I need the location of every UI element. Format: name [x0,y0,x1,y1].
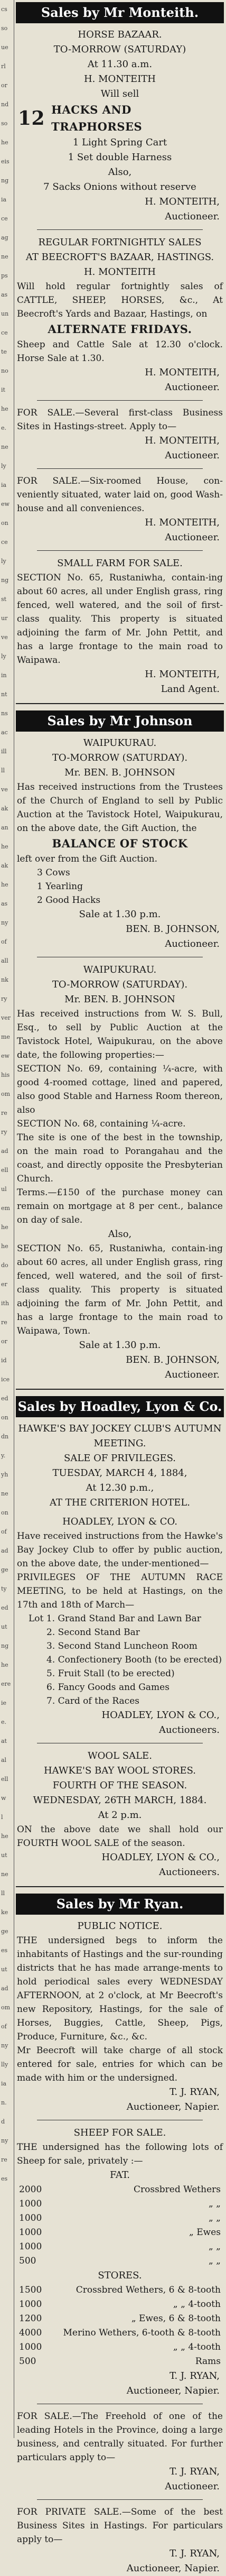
ad-title: REGULAR FORTNIGHTLY SALES [38,237,202,248]
sheep-row [16,2283,224,2297]
left-column-fragment: er [1,1281,7,1288]
ad-section-65: SECTION No. 65, Rustaniwha, contain-ing about 60 acres, all under English grass, ring fenced, well watered, and the soil of first-class quality. This property is situated adjoining the farm of Mr. John Pettit, and has a large frontage to the main road to Waipawa, Town. [17,1243,223,1336]
left-column-fragment: ew [1,1052,10,1059]
ad-terms: Terms.—£150 of the purchase money can remain on mortgage at 8 per cent., balance on day of sale. [17,1187,223,1225]
left-column-fragment: ed [1,1604,8,1611]
ad-item: 1 Set double Harness [68,152,172,163]
ad-lot: 6. Fancy Goods and Games [46,1682,170,1693]
ad-body: Has received instructions from the Trustees of the Church of England to sell by Public Auction at the Tavistock Hotel, Waipukurau, on the above date, the Gift Auction, the [17,782,223,834]
ad-item: Also, [108,167,132,178]
ad-signature-title: Auctioneer. [165,532,220,543]
sheep-row [16,2340,224,2355]
section-banner-monteith: Sales by Mr Monteith. [16,2,224,23]
sheep-count: 1000 [19,2299,42,2310]
left-column-fragment: l [1,1814,3,1821]
ad-body: left over from the Gift Auction. [17,854,158,864]
left-column-fragment: y. [1,1452,6,1459]
ad-time: Sale at 1.30 p.m. [79,1340,161,1351]
section-divider [16,1886,224,1887]
left-column-fragment: it [1,386,5,393]
left-column-fragment: ia [1,196,7,203]
sheep-description: „ „ [208,2199,221,2209]
left-column-fragment: nd [1,101,9,108]
left-column-fragment: al [1,1757,7,1764]
left-column-fragment: es [1,1947,8,1954]
ad-date: TO-MORROW (SATURDAY). [52,752,188,763]
left-column-fragment: ty [1,1585,7,1592]
sheep-description: „ „ 4-tooth [173,2342,221,2352]
left-column-fragment: ie [1,1700,7,1706]
left-column-fragment: ge [1,1928,8,1935]
ad-lot: 7. Card of the Races [46,1696,139,1706]
left-column-fragment: ly [1,463,6,469]
left-column-fragment: he [1,1224,8,1231]
ad-body: FOR SALE.—The Freehold of one of the leading Hotels in the Province, doing a large business, and centrally situated. For further particulars apply to— [17,2411,223,2463]
left-column-fragment: ia [1,2080,7,2087]
ad-time: Sale at 1.30 p.m. [79,909,161,920]
ad-six-roomed-house [16,474,224,545]
ad-signature-title: Auctioneer, Napier. [126,2101,220,2112]
ad-signature-title: Auctioneers. [159,1724,220,1735]
left-column-fragment: ny [1,2042,8,2049]
ad-signature-title: Auctioneer. [165,382,220,393]
ad-wool-sale [16,1749,224,1880]
ad-waipukurau-properties [16,963,224,1382]
ad-title: WOOL SALE. [88,1750,152,1761]
section-banner-ryan: Sales by Mr Ryan. [16,1894,224,1915]
ad-small-farm [16,556,224,697]
sheep-row [16,2297,224,2312]
ad-lot: 5. Fruit Stall (to be erected) [46,1668,175,1679]
left-column-fragment: ve [1,634,8,641]
left-column-fragment: ly [1,653,6,660]
ad-lot: 2. Second Stand Bar [46,1627,140,1638]
ad-section-69: SECTION No. 69, containing ¼-acre, with good 4-roomed cottage, lined and papered, also good Stable and Harness Room thereon, also [17,1064,223,1115]
left-column-fragment: ad [1,1985,8,1992]
ad-title: WAIPUKURAU. [83,964,157,975]
section-divider [16,703,224,704]
sheep-count: 1000 [19,2241,42,2252]
ad-stores-heading: STORES. [98,2270,142,2281]
left-column-fragment: yh [1,1471,8,1478]
ad-signature-title: Auctioneer. [165,938,220,949]
left-column-fragment: or [1,1338,7,1345]
sheep-description: Rams [195,2356,221,2367]
store-sheep-list [16,2283,224,2369]
left-column-fragment: ue [1,44,8,51]
sheep-row [16,2312,224,2326]
left-column-fragment: ad [1,1547,8,1554]
ad-waipukurau-gift-auction [16,736,224,952]
ad-signature-title: Auctioneer, Napier. [126,2563,220,2574]
ad-signature-title: Auctioneer. [165,1369,220,1380]
ad-signature: H. MONTEITH, [145,669,220,680]
left-column-fragment: ge [1,1566,8,1573]
ad-headline [16,101,224,135]
left-column-fragment: of [1,1528,7,1535]
ad-item-list [16,866,224,907]
sheep-description: „ Ewes, 6 & 8-tooth [131,2313,221,2324]
ad-title: SMALL FARM FOR SALE. [57,558,183,569]
ad-signature: T. J. RYAN, [170,2370,220,2381]
ad-title: PUBLIC NOTICE. [77,1921,163,1932]
ad-hotel-freehold [16,2409,224,2494]
left-column-fragment: ps [1,272,8,279]
ad-body: FOR SALE.—Several first-class Business Sites in Hastings-street. Apply to— [17,408,223,432]
ad-section-68: SECTION No. 68, containing ¼-acre. [17,1119,186,1129]
left-column-fragment: he [1,1661,8,1668]
left-column-fragment: on [1,1509,8,1516]
left-column-fragment: ut [1,1623,7,1630]
ad-sheep-for-sale [16,2126,224,2398]
left-column-fragment: so [1,120,8,127]
sheep-count: 4000 [19,2328,42,2338]
left-column-fragment: so [1,25,8,32]
left-column-fragment: ad [1,1148,8,1155]
ad-public-notice [16,1919,224,2115]
ad-signature: H. MONTEITH, [145,196,220,207]
ad-time: At 11.30 a.m. [87,59,153,70]
ad-item: 1 Yearling [37,881,83,892]
section-banner-hoadley-lyon: Sales by Hoadley, Lyon & Co. [16,1396,224,1417]
left-column-fragment: st [1,596,7,603]
left-column-fragment: ed [1,1395,8,1402]
ad-subtitle: SALE OF PRIVILEGES. [63,1453,176,1464]
left-column-fragments [0,0,14,2438]
sheep-row [16,2326,224,2340]
left-column-fragment: ill [1,748,7,755]
left-column-fragment: ce [1,329,8,336]
left-column-fragment: om [1,1091,11,1097]
left-column-fragment: re [1,1110,7,1116]
left-column-fragment: ne [1,444,8,450]
left-column-fragment: ce [1,215,8,222]
ad-signature: T. J. RYAN, [170,2548,220,2559]
left-column-fragment: at [1,1738,7,1744]
ad-lot-list [16,1612,224,1708]
left-column-fragment: on [1,1414,8,1421]
left-column-fragment: ell [1,1167,8,1174]
sheep-row [16,2226,224,2240]
auction-column [16,0,224,2574]
left-column-fragment: e. [1,424,7,431]
ad-body: The site is one of the best in the township, on the main road to Porangahau and the coast, and directly opposite the Presbyterian Church. [17,1132,223,1184]
left-column-fragment: he [1,881,8,888]
ad-seller: H. MONTEITH [83,266,156,278]
left-column-fragment: of [1,938,7,945]
left-column-fragment: ag [1,234,8,241]
ad-also: Also, [108,1229,132,1240]
left-column-fragment: ice [1,1376,10,1383]
left-column-fragment: he [1,405,8,412]
left-column-fragment: n. [1,2099,7,2106]
ad-signature-title: Auctioneer. [165,450,220,461]
ad-seller: Mr. BEN. B. JOHNSON [64,994,175,1005]
left-column-fragment: as [1,291,8,298]
left-column-fragment: ell [1,1776,8,1783]
ad-lot: 4. Confectionery Booth (to be erected) [46,1655,222,1665]
ad-horse-bazaar [16,27,224,224]
left-column-fragment: ia [1,482,7,488]
left-column-fragment: te [1,348,7,355]
left-column-fragment: or [1,82,7,89]
ad-subtitle: HAWKE'S BAY WOOL STORES. [43,1765,196,1776]
section-divider [16,1389,224,1390]
ad-body: ON the above date we shall hold our FOURTH WOOL SALE of the season. [17,1824,223,1849]
left-column-fragment: om [1,2004,11,2011]
sheep-row [16,2211,224,2226]
left-column-fragment: rl [1,63,6,70]
ad-signature: BEN. B. JOHNSON, [126,924,220,935]
left-column-fragment: eis [1,158,10,165]
section-banner-johnson: Sales by Mr Johnson [16,710,224,732]
ad-title: HORSE BAZAAR. [78,29,162,40]
ad-signature: H. MONTEITH, [145,435,220,446]
ad-body: FOR SALE.—Six-roomed House, con-veniently situated, water laid on, good Wash-house and all conveniences. [17,476,223,514]
left-column-fragment: cs [1,6,7,13]
left-column-fragment: ew [1,501,10,507]
ad-body: Mr Beecroft will take charge of all stock entered for sale, entries for which can be made with him or the undersigned. [17,2045,223,2083]
ad-title: SHEEP FOR SALE. [73,2127,166,2138]
ad-date: TO-MORROW (SATURDAY) [53,44,186,55]
sheep-row [16,2254,224,2268]
ad-signature: H. MONTEITH, [145,517,220,528]
left-column-fragment: em [1,1205,10,1212]
left-column-fragment: ne [1,1490,8,1497]
left-column-fragment: ak [1,805,8,812]
ad-body: Has received instructions from W. S. Bull, Esq., to sell by Public Auction at the Tavistock Hotel, Waipukurau, on the above date, the following properties:— [17,1009,223,1060]
sheep-description: „ „ [208,2213,221,2223]
ad-times: Sheep and Cattle Sale at 12.30 o'clock. Horse Sale at 1.30. [17,339,223,364]
left-column-fragment: nt [1,691,7,698]
ad-body: Will hold regular fortnightly sales of CATTLE, SHEEP, HORSES, &c., At Beecroft's Yards and Bazaar, Hastings, on [17,281,223,319]
sheep-count: 1500 [19,2285,42,2295]
ad-date: TO-MORROW (SATURDAY). [52,979,188,990]
left-column-fragment: he [1,843,8,850]
ad-private-sale [16,2505,224,2576]
sheep-count: 2000 [19,2184,42,2195]
ad-business-sites [16,406,224,463]
ad-signature: BEN. B. JOHNSON, [126,1354,220,1365]
left-column-fragment: no [1,367,8,374]
left-column-fragment: he [1,1243,8,1250]
sheep-row [16,2355,224,2369]
left-column-fragment: ak [1,862,8,869]
left-column-fragment: ve [1,786,8,793]
left-column-fragment: ry [1,995,7,1002]
left-column-fragment: ne [1,253,8,260]
ad-big-number: 12 [18,107,45,130]
left-column-fragment: in [1,672,7,679]
sheep-count: 1000 [19,2199,42,2209]
ad-signature-title: Land Agent. [161,684,220,695]
left-column-fragment: ne [1,1871,8,1878]
ad-signature-title: Auctioneer. [165,2481,220,2492]
ad-will-sell: Will sell [100,88,139,99]
left-column-fragment: re [1,1319,7,1326]
ad-title: HAWKE'S BAY JOCKEY CLUB'S AUTUMN MEETING. [18,1423,222,1449]
fat-sheep-list [16,2183,224,2268]
ad-signature-title: Auctioneers. [159,1867,220,1878]
left-column-fragment: as [1,900,8,907]
sheep-count: 1000 [19,2213,42,2223]
ad-lot: Lot 1. Grand Stand Bar and Lawn Bar [29,1613,201,1624]
left-column-fragment: ll [1,767,5,774]
ad-seller: HOADLEY, LYON & CO. [62,1516,177,1527]
left-column-fragment: w [1,1795,6,1802]
ad-signature: T. J. RYAN, [170,2086,220,2098]
sheep-description: „ „ [208,2241,221,2252]
left-column-fragment: ur [1,615,8,622]
left-column-fragment: ver [1,1014,11,1021]
left-column-fragment: he [1,1833,8,1840]
left-column-fragment: ul [1,1186,7,1193]
left-column-fragment: ry [1,1129,7,1135]
left-column-fragment: ce [1,539,8,546]
ad-body: SECTION No. 65, Rustaniwha, contain-ing about 60 acres, all under English grass, ring fenced, well watered, and the soil of first-class quality. This property is situated adjoining the farm of Mr. John Pettit, and has a large frontage to the main road to Waipawa. [17,573,223,666]
ad-signature-title: Auctioneer. [165,211,220,222]
ad-body: FOR PRIVATE SALE.—Some of the best Business Sites in Hastings. For particulars apply to— [17,2507,223,2545]
divider [37,550,203,551]
ad-privileges: PRIVILEGES OF THE AUTUMN RACE MEETING, to be held at Hastings, on the 17th and 18th of March— [17,1572,223,1610]
left-column-fragment: e. [1,1719,7,1725]
ad-jockey-club-privileges [16,1421,224,1738]
sheep-row [16,2183,224,2197]
sheep-description: Crossbred Wethers [133,2184,221,2195]
left-column-fragment: ith [1,1300,10,1307]
ad-emphasis: BALANCE OF STOCK [52,837,188,850]
sheep-row [16,2240,224,2254]
left-column-fragment: me [1,1033,10,1040]
sheep-description: Merino Wethers, 6-tooth & 8-tooth [63,2328,221,2338]
left-column-fragment: d [1,2118,5,2125]
ad-place: AT THE CRITERION HOTEL. [49,1497,191,1508]
divider [37,400,203,401]
left-column-fragment: ac [1,729,8,736]
left-column-fragment: un [1,310,9,317]
ad-fat-heading: FAT. [109,2169,130,2181]
ad-signature: HOADLEY, LYON & CO., [101,1852,220,1863]
left-column-fragment: dn [1,1433,9,1440]
left-column-fragment: ny [1,2137,8,2144]
ad-emphasis: ALTERNATE FRIDAYS. [48,322,192,336]
ad-signature: T. J. RYAN, [170,2466,220,2477]
sheep-description: „ „ [208,2256,221,2266]
left-column-fragment: ke [1,1909,8,1916]
left-column-fragment: ns [1,710,8,717]
ad-signature: H. MONTEITH, [145,367,220,378]
sheep-row [16,2197,224,2211]
ad-signature-title: Auctioneer, Napier. [126,2385,220,2396]
ad-body: Have received instructions from the Hawke's Bay Jockey Club to offer by public auction, on the above date, the under-mentioned— [17,1531,223,1569]
ad-subtitle: AT BEECROFT'S BAZAAR, HASTINGS. [25,252,214,263]
sheep-description: Crossbred Wethers, 6 & 8-tooth [76,2285,221,2295]
left-column-fragment: all [1,957,8,964]
left-column-fragment: his [1,1072,10,1078]
divider [37,2499,203,2500]
left-column-fragment: ng [1,1642,9,1649]
ad-body: THE undersigned begs to inform the inhabitants of Hastings and the sur-rounding districts that he has made arrange-ments to hold periodical sales every WEDNESDAY AFTERNOON, at 2 o'clock, at Mr Beecroft's new Repository, Hastings, for the sale of Horses, Buggies, Cattle, Sheep, Pigs, Produce, Furniture, &c., &c. [17,1935,223,2042]
ad-seller: Mr. BEN. B. JOHNSON [64,767,175,778]
ad-fourth: FOURTH OF THE SEASON. [52,1780,187,1791]
left-column-fragment: ll [1,1890,5,1897]
ad-lot: 3. Second Stand Luncheon Room [46,1641,197,1651]
ad-date: TUESDAY, MARCH 4, 1884, [52,1467,187,1479]
sheep-description: „ Ewes [189,2227,221,2238]
sheep-description: „ „ 4-tooth [173,2299,221,2310]
left-column-fragment: id [1,1357,7,1364]
sheep-count: 500 [19,2256,36,2266]
ad-item: 7 Sacks Onions without reserve [43,181,196,192]
ad-time: At 2 p.m. [98,1809,142,1821]
ad-big-text: HACKS AND TRAPHORSES [51,103,143,133]
divider [37,468,203,469]
left-column-fragment: ng [1,577,9,584]
ad-body: THE undersigned has the following lots of Sheep for sale, privately :— [17,2142,223,2166]
ad-signature: HOADLEY, LYON & CO., [101,1710,220,1721]
left-column-fragment: es [1,2175,8,2182]
left-column-fragment: on [1,520,8,527]
ad-item: 1 Light Spring Cart [72,137,167,148]
ad-title: WAIPUKURAU. [83,737,157,749]
left-column-fragment: ere [1,1681,11,1687]
left-column-fragment: ly [1,558,6,565]
left-column-fragment: ny [1,919,8,926]
sheep-count: 1000 [19,2342,42,2352]
ad-item: 2 Good Hacks [37,895,101,906]
left-column-fragment: do [1,1262,8,1269]
left-column-fragment: ut [1,1966,7,1973]
left-column-fragment: re [1,2156,7,2163]
left-column-fragment: an [1,824,8,831]
sheep-count: 500 [19,2356,36,2367]
ad-date: WEDNESDAY, 26TH MARCH, 1884. [33,1795,207,1806]
left-column-fragment: nk [1,976,8,983]
ad-seller: H. MONTEITH [83,73,156,85]
ad-fortnightly-sales [16,235,224,395]
left-column-fragment: lly [1,2061,8,2068]
left-column-fragment: he [1,139,8,146]
left-column-fragment: of [1,2023,7,2030]
sheep-count: 1200 [19,2313,42,2324]
ad-item: 3 Cows [37,867,70,878]
left-column-fragment: ut [1,1852,7,1859]
ad-time: At 12.30 p.m., [86,1482,154,1493]
divider [37,229,203,230]
left-column-fragment: ng [1,177,9,184]
sheep-count: 1000 [19,2227,42,2238]
